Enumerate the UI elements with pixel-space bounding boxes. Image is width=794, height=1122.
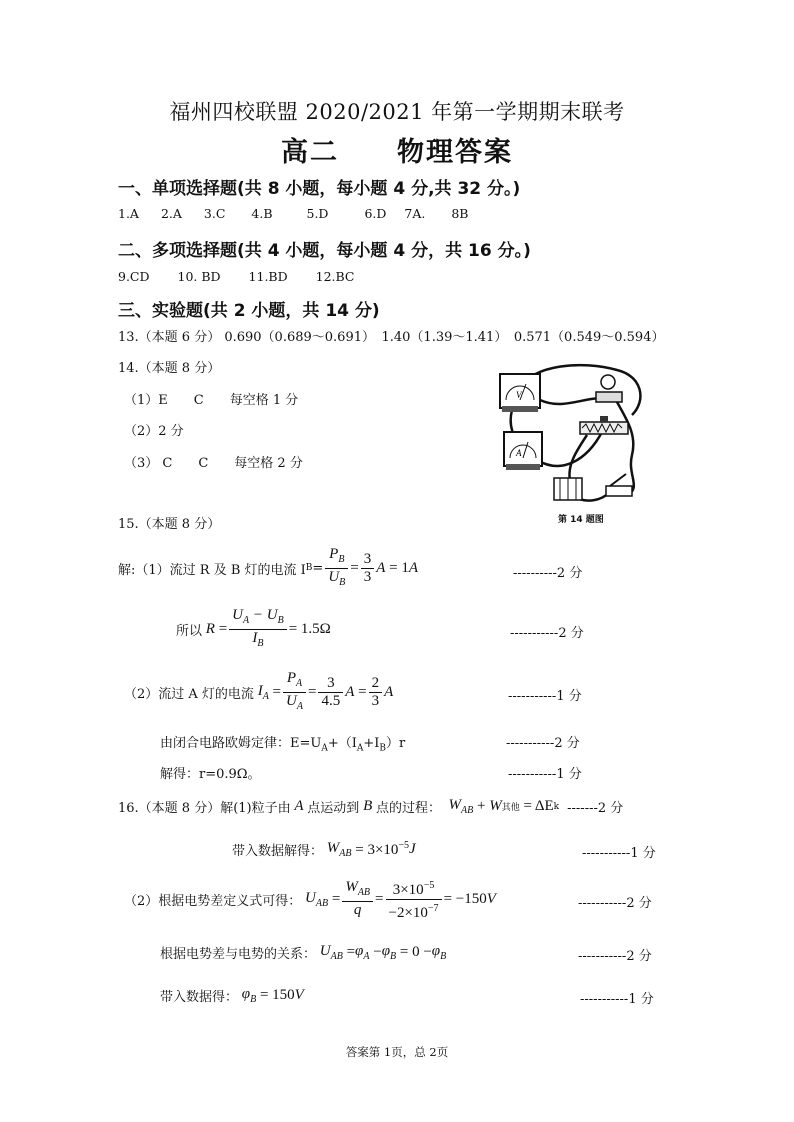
bulb-icon [596,375,622,402]
q16-line-3: （2）根据电势差定义式可得： $U_{AB}$ = $\frac{W_{AB}}{q}$ = $\frac{3\times 10^{-5}}{-2\times 10^{-7}}$ = −150 V [124,877,496,921]
q15-line-2: 所以 R = $\frac{U_A - U_B}{I_B}$ = 1.5Ω [176,607,331,651]
switch-icon [606,474,632,496]
document-subtitle: 高二 物理答案 [281,137,513,168]
q14-answer-1: （1）E C 每空格 1 分 [124,393,299,408]
answer: 11.BD [248,269,288,284]
q16-line-1: 16.（本题 8 分）解(1)粒子由 A 点运动到 B 点的过程： $W_{AB}$ + W 其他 = ΔE k -------2 分 [118,797,624,816]
answer: 8B [451,206,469,221]
q15-line-1: 解:（1）流过 R 及 B 灯的电流 I B = $\frac{P_B}{U_B}$ = $\frac{3}{3}$ A = 1 A [118,546,418,590]
q15-score-1: ----------2 分 [513,566,583,581]
single-choice-answers [118,206,468,221]
ammeter-label: A [516,448,522,458]
answer: 7A. [404,206,426,221]
q15-score-5: -----------1 分 [508,767,582,782]
fraction: $\frac{3}{4.5}$ [318,675,343,710]
q16-score-3: -----------2 分 [578,896,652,911]
fraction: $\frac{P_A}{U_A}$ [283,670,306,715]
q15-line-5: 解得：r=0.9Ω。 [160,767,261,782]
fraction: $\frac{P_B}{U_B}$ [325,546,348,591]
q15-line-1-text: 解:（1）流过 R 及 B 灯的电流 I [118,562,306,578]
battery-icon [554,478,582,500]
answer: 4.B [251,206,273,221]
page-footer: 答案第 1页，总 2页 [345,1045,449,1059]
q16-line-4: 根据电势差与电势的关系： $U_{AB}$ = $\varphi_A$ − $\varphi_B$ = 0 − $\varphi_B$ [160,943,447,962]
q15-score-4: -----------2 分 [506,736,580,751]
answer: 9.CD [118,269,150,284]
q15-line-3: （2）流过 A 灯的电流 $I_A$ = $\frac{P_A}{U_A}$ = $\frac{3}{4.5}$ A = $\frac{2}{3}$ A [124,670,393,714]
rheostat-icon [580,416,628,434]
q16-line-5: 带入数据得： $\varphi_B$ = 150 V [160,986,304,1005]
fraction: $\frac{3\times 10^{-5}}{-2\times 10^{-7}}$ [386,877,442,922]
answer: 3.C [203,206,226,221]
section-heading-experiment: 三、实验题(共 2 小题，共 14 分) [118,301,380,321]
q14-answer-2: （2）2 分 [124,424,184,439]
q13-answer: 13.（本题 6 分） 0.690（0.689～0.691） 1.40（1.39～1.41） 0.571（0.549～0.594） [118,330,665,345]
document-title: 福州四校联盟 2020/2021 年第一学期期末联考 [169,100,625,124]
q15-score-2: -----------2 分 [510,626,584,641]
q16-score-4: -----------2 分 [578,949,652,964]
fraction: $\frac{2}{3}$ [369,675,383,710]
q14-heading: 14.（本题 8 分） [118,361,221,376]
answer: 1.A [118,206,139,221]
q15-score-3: -----------1 分 [508,689,582,704]
fraction: $\frac{U_A - U_B}{I_B}$ [229,607,287,652]
answer: 5.D [306,206,329,221]
q14-answer-3: （3） C C 每空格 2 分 [124,456,303,471]
ammeter-icon [504,432,542,470]
answer: 2.A [160,206,182,221]
fraction: $\frac{3}{3}$ [361,551,375,586]
answer: 6.D [364,206,387,221]
section-heading-single-choice: 一、单项选择题(共 8 小题，每小题 4 分,共 32 分。) [118,179,521,199]
q16-score-5: -----------1 分 [580,992,654,1007]
figure-caption: 第 14 题图 [558,515,604,525]
q16-score-2: -----------1 分 [582,846,656,861]
fraction: $\frac{W_{AB}}{q}$ [342,879,373,919]
voltmeter-label: V [516,390,522,400]
q15-line-4: 由闭合电路欧姆定律：$E=U_A+(I_A+I_B)r$ [160,736,406,754]
section-heading-multi-choice: 二、多项选择题(共 4 小题，每小题 4 分，共 16 分。) [118,241,531,261]
answer: 12.BC [315,269,355,284]
circuit-diagram [492,360,652,510]
q15-heading: 15.（本题 8 分） [118,517,221,532]
answer: 10. BD [177,269,221,284]
multi-choice-answers [118,269,355,284]
q16-line-2: 带入数据解得： $W_{AB}$ = $3\times 10^{-5}$ J [232,840,416,859]
